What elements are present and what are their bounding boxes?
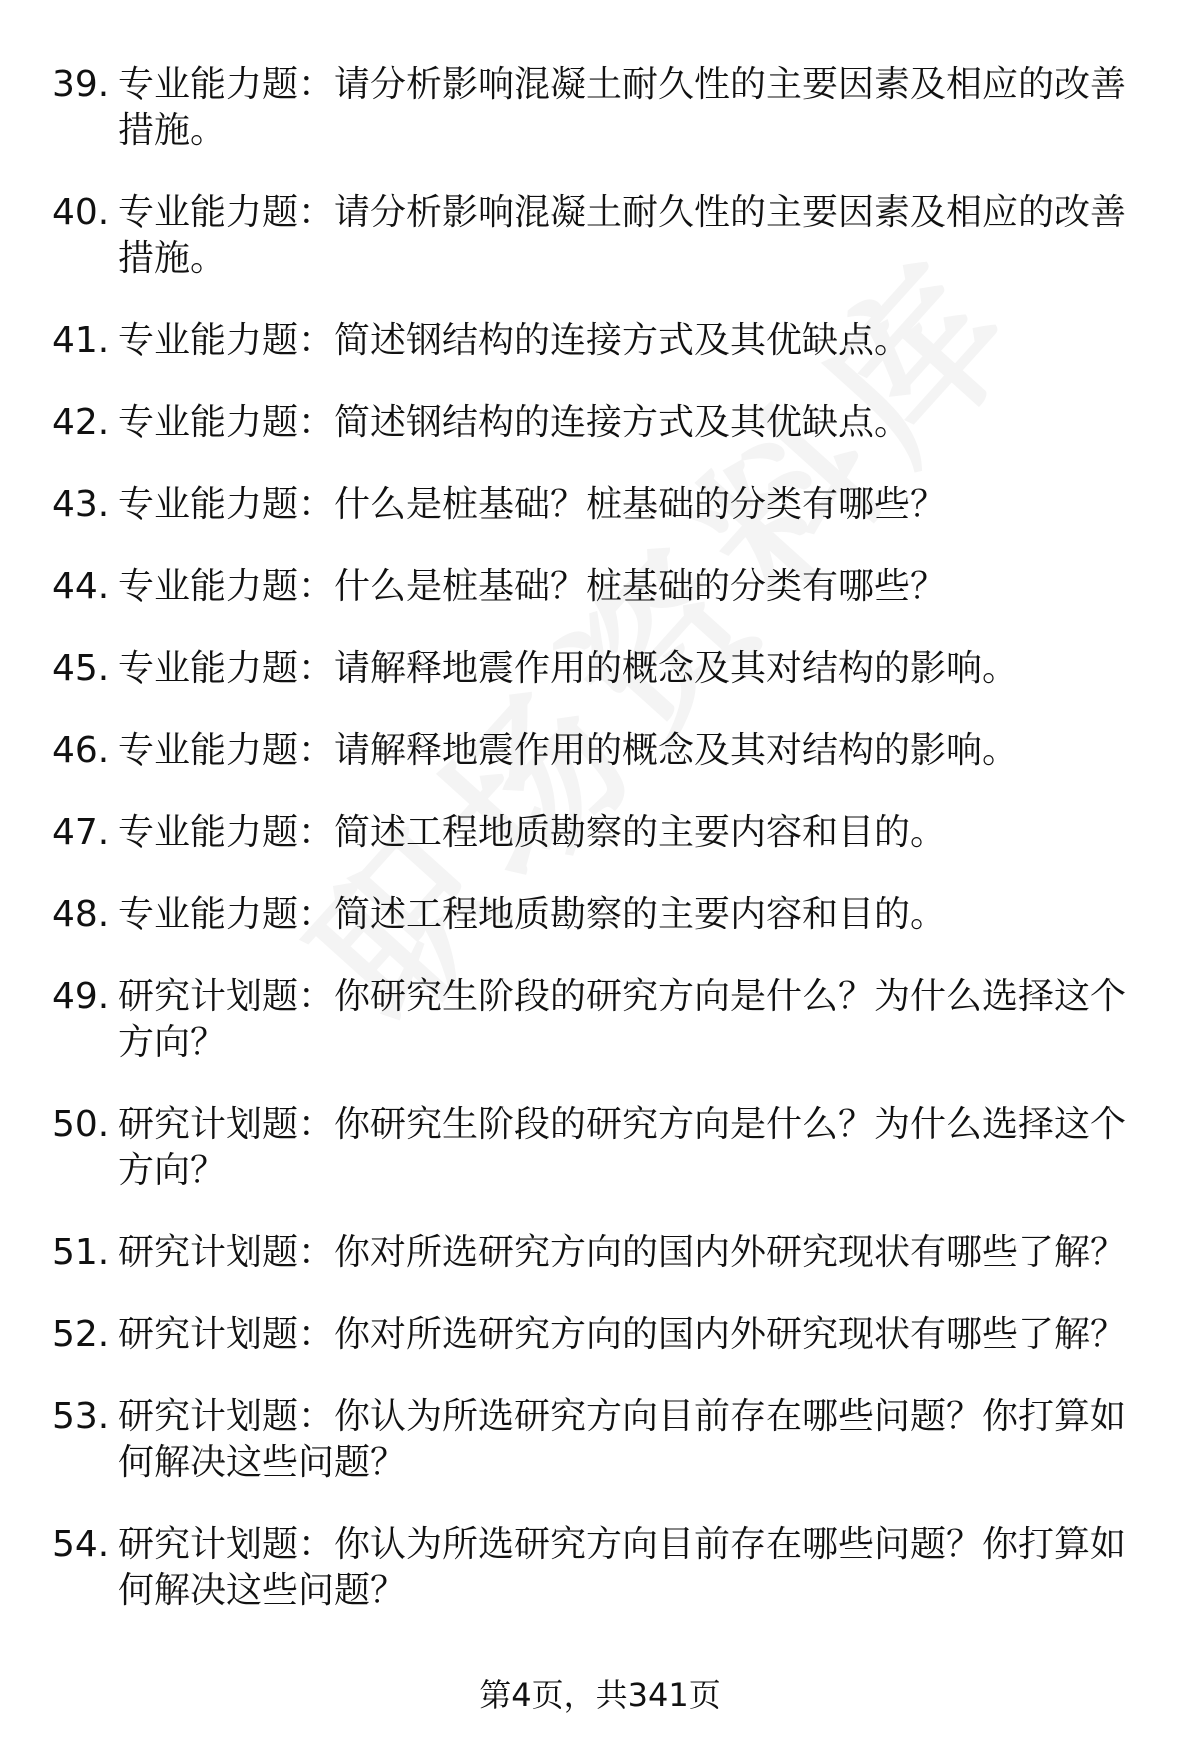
list-item xyxy=(0,1230,1200,1276)
question-text: 研究计划题：你认为所选研究方向目前存在哪些问题？你打算如何解决这些问题？ xyxy=(118,1524,1127,1611)
question-text: 研究计划题：你对所选研究方向的国内外研究现状有哪些了解？ xyxy=(118,1314,1127,1355)
list-item xyxy=(0,1522,1200,1614)
question-text: 研究计划题：你研究生阶段的研究方向是什么？为什么选择这个方向？ xyxy=(118,1104,1127,1191)
question-text: 专业能力题：请解释地震作用的概念及其对结构的影响。 xyxy=(118,730,1019,771)
question-number: 47. xyxy=(52,812,110,853)
list-item xyxy=(0,482,1200,528)
question-number: 40. xyxy=(52,192,110,233)
question-list xyxy=(0,62,1200,1614)
list-item xyxy=(0,564,1200,610)
question-number: 46. xyxy=(52,730,110,771)
list-item xyxy=(0,646,1200,692)
question-text: 专业能力题：什么是桩基础？桩基础的分类有哪些？ xyxy=(118,566,947,607)
question-number: 42. xyxy=(52,402,110,443)
list-item xyxy=(0,1312,1200,1358)
list-item xyxy=(0,318,1200,364)
question-text: 专业能力题：请分析影响混凝土耐久性的主要因素及相应的改善措施。 xyxy=(118,64,1127,151)
list-item xyxy=(0,810,1200,856)
question-number: 54. xyxy=(52,1524,110,1565)
list-item xyxy=(0,728,1200,774)
question-number: 41. xyxy=(52,320,110,361)
question-number: 50. xyxy=(52,1104,110,1145)
question-text: 专业能力题：请解释地震作用的概念及其对结构的影响。 xyxy=(118,648,1019,689)
question-text: 专业能力题：什么是桩基础？桩基础的分类有哪些？ xyxy=(118,484,947,525)
list-item xyxy=(0,974,1200,1066)
question-text: 专业能力题：请分析影响混凝土耐久性的主要因素及相应的改善措施。 xyxy=(118,192,1127,279)
question-text: 专业能力题：简述钢结构的连接方式及其优缺点。 xyxy=(118,402,911,443)
question-text: 研究计划题：你对所选研究方向的国内外研究现状有哪些了解？ xyxy=(118,1232,1127,1273)
question-text: 研究计划题：你研究生阶段的研究方向是什么？为什么选择这个方向？ xyxy=(118,976,1127,1063)
list-item xyxy=(0,190,1200,282)
list-item xyxy=(0,62,1200,154)
question-number: 53. xyxy=(52,1396,110,1437)
list-item xyxy=(0,892,1200,938)
question-text: 研究计划题：你认为所选研究方向目前存在哪些问题？你打算如何解决这些问题？ xyxy=(118,1396,1127,1483)
page-footer: 第4页，共341页 xyxy=(479,1676,721,1714)
list-item xyxy=(0,1394,1200,1486)
question-number: 49. xyxy=(52,976,110,1017)
question-text: 专业能力题：简述工程地质勘察的主要内容和目的。 xyxy=(118,812,947,853)
question-number: 45. xyxy=(52,648,110,689)
question-number: 48. xyxy=(52,894,110,935)
question-text: 专业能力题：简述工程地质勘察的主要内容和目的。 xyxy=(118,894,947,935)
question-number: 44. xyxy=(52,566,110,607)
question-number: 43. xyxy=(52,484,110,525)
question-text: 专业能力题：简述钢结构的连接方式及其优缺点。 xyxy=(118,320,911,361)
list-item xyxy=(0,1102,1200,1194)
question-number: 52. xyxy=(52,1314,110,1355)
question-number: 39. xyxy=(52,64,110,105)
question-number: 51. xyxy=(52,1232,110,1273)
list-item xyxy=(0,400,1200,446)
